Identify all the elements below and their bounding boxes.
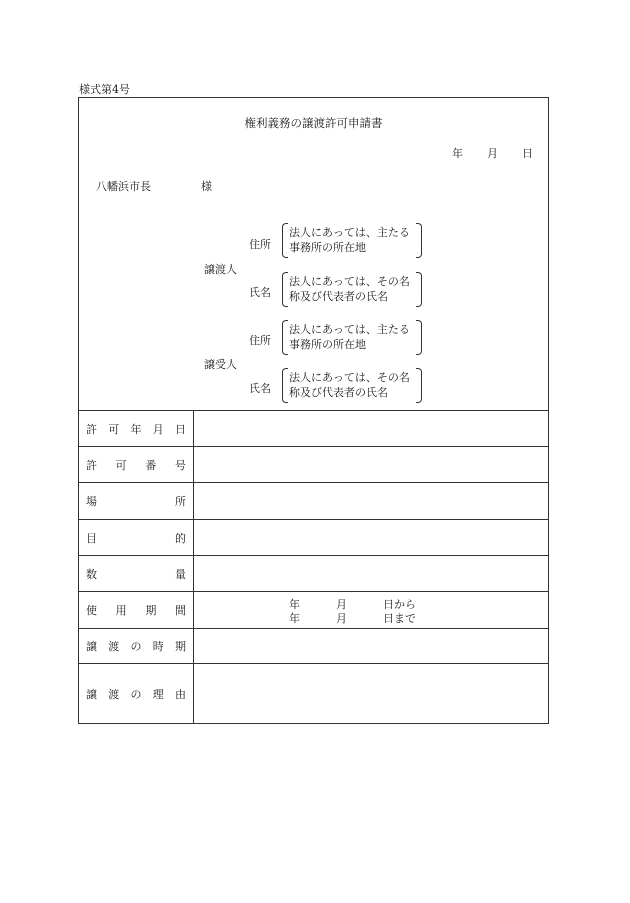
transferor-name-label: 氏名: [249, 286, 271, 299]
application-form: [78, 97, 549, 724]
form-number: 様式第4号: [79, 83, 130, 96]
transferee-label: 譲受人: [204, 358, 237, 371]
date-month[interactable]: 月: [487, 147, 498, 160]
transfer-reason-field[interactable]: [194, 664, 548, 723]
table-row: [79, 628, 548, 663]
form-title: 権利義務の譲渡許可申請書: [244, 116, 383, 130]
transferor-address-field[interactable]: 法人にあっては、主たる 事務所の所在地: [282, 223, 422, 258]
location-field[interactable]: [194, 483, 548, 519]
addressee-honorific: 様: [201, 180, 212, 193]
table-row: [79, 482, 548, 519]
table-row: [79, 410, 548, 446]
transferor-name-field[interactable]: 法人にあっては、その名 称及び代表者の氏名: [282, 272, 422, 307]
permission-date-field[interactable]: [194, 411, 548, 446]
quantity-label: 数 量: [79, 556, 194, 591]
table-row: [79, 446, 548, 482]
transfer-timing-field[interactable]: [194, 629, 548, 663]
date-day[interactable]: 日: [522, 147, 533, 160]
purpose-field[interactable]: [194, 520, 548, 555]
usage-period-field[interactable]: [194, 592, 548, 628]
table-row: [79, 663, 548, 723]
transferor-label: 譲渡人: [204, 263, 237, 276]
transferee-name-field[interactable]: 法人にあっては、その名 称及び代表者の氏名: [282, 368, 422, 403]
transferee-address-field[interactable]: 法人にあっては、主たる 事務所の所在地: [282, 320, 422, 355]
purpose-label: 目 的: [79, 520, 194, 555]
permission-date-label: 許 可 年 月 日: [79, 411, 194, 446]
period-from: 年 月 日から: [289, 598, 416, 611]
period-to: 年 月 日まで: [289, 612, 416, 625]
addressee-name: 八幡浜市長: [96, 180, 151, 193]
table-row: [79, 555, 548, 591]
transferee-name-label: 氏名: [249, 382, 271, 395]
transfer-reason-label: 譲 渡 の 理 由: [79, 664, 194, 723]
transferor-address-label: 住所: [249, 238, 271, 251]
date-year[interactable]: 年: [452, 147, 463, 160]
transferee-address-label: 住所: [249, 334, 271, 347]
permission-number-field[interactable]: [194, 447, 548, 482]
usage-period-label: 使 用 期 間: [79, 592, 194, 628]
transfer-timing-label: 譲 渡 の 時 期: [79, 629, 194, 663]
permission-number-label: 許 可 番 号: [79, 447, 194, 482]
table-row: [79, 519, 548, 555]
table-row: [79, 591, 548, 628]
quantity-field[interactable]: [194, 556, 548, 591]
location-label: 場 所: [79, 483, 194, 519]
